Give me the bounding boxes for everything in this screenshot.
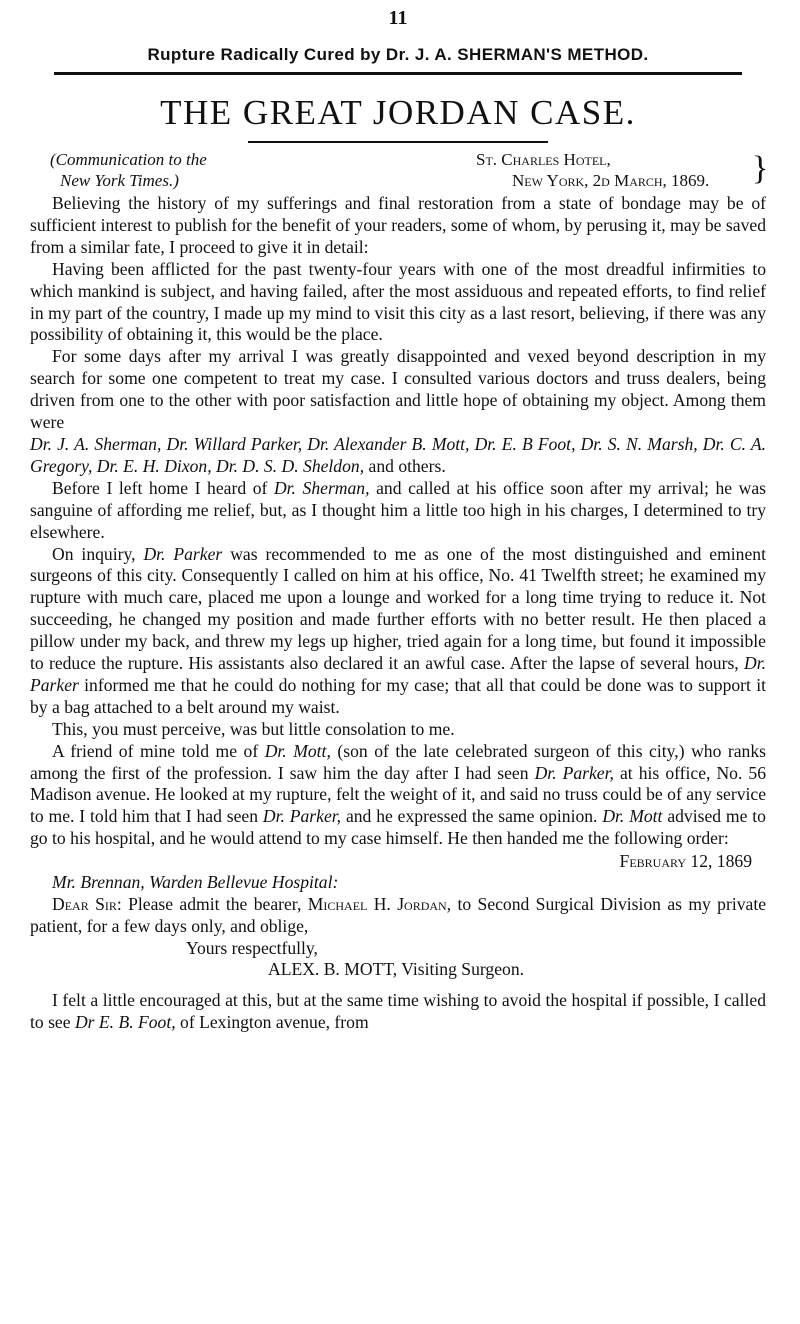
- paragraph-3-tail: and others.: [368, 455, 446, 476]
- page-number: 11: [388, 7, 408, 29]
- paragraph-3: [30, 346, 766, 434]
- paragraph-4-a: Before I left home I heard of: [52, 477, 268, 498]
- paragraph-5: [30, 544, 766, 719]
- final-a: I felt a little encouraged at this, but at the same time wishing to avoid the hospital if possible, I called to see: [30, 989, 766, 1032]
- doctor-name: Dr E. B. Foot,: [74, 1011, 176, 1032]
- order-date: February 12, 1869: [619, 851, 752, 872]
- doctor-name: Dr. Parker: [143, 543, 223, 564]
- source-line-1: (Communication to the: [50, 150, 207, 169]
- paragraph-7-d: and he expressed the same opinion.: [345, 806, 598, 827]
- paragraph-2: Having been afflicted for the past twenty-four years with one of the most dreadful infirmities to which mankind is subject, and having failed, after the most assiduous and repeated efforts, to find relief in my part of the country, I made up my mind to visit this city as a last resort, believing, if there was any possibility of obtaining it, this would be the place.: [30, 258, 766, 345]
- place-line-2: New York, 2d March, 1869.: [512, 171, 710, 190]
- paragraph-7-a: A friend of mine told me of: [52, 740, 259, 761]
- source-attribution: [50, 149, 207, 191]
- paragraph-7-e: advised me to go to his hospital, and he would attend to my case himself. He then handed me the following order:: [30, 806, 766, 849]
- doctor-name: Dr. Parker,: [534, 762, 614, 783]
- patient-name: Michael H. Jordan,: [307, 894, 452, 915]
- dateline: [30, 149, 769, 193]
- doctor-name: Dr. Mott,: [264, 740, 331, 761]
- order-letter: [30, 872, 766, 980]
- paragraph-4: [30, 478, 766, 544]
- final-b: of Lexington avenue, from: [180, 1011, 369, 1032]
- paragraph-5-a: On inquiry,: [52, 543, 136, 564]
- doctor-name: Dr. Parker,: [262, 806, 342, 827]
- final-paragraph: [30, 990, 766, 1034]
- place-date: [476, 149, 709, 191]
- paragraph-5-b: was recommended to me as one of the most distinguished and eminent surgeons of this city. Consequently I called on him at his office, No. 41 Twelfth street; he examined my rupture with much care, placed me upon a lounge and worked for a long time trying to reduce it. Not succeeding, he changed my position and made further efforts with no better result. He then placed a pillow under my back, and threw my legs up higher, tried again for a long time, but found it impossible to reduce the rupture. His assistants also declared it an awful case. After the lapse of several hours,: [30, 543, 766, 674]
- paragraph-7-b: (son of the late celebrated surgeon of this city,) who ranks among the first of the profession. I saw him the day after I had seen: [30, 740, 766, 783]
- paragraph-1: Believing the history of my sufferings and final restoration from a state of bondage may be of sufficient interest to publish for the benefit of your readers, some of whom, by perusing it, may be saved from a similar fate, I proceed to give it in detail:: [30, 193, 766, 257]
- doctor-name: Dr. Mott: [602, 806, 663, 827]
- paragraph-7-c: at his office, No. 56 Madison avenue. He looked at my rupture, felt the weight of it, and said no truss could be of any service to me. I told him that I had seen: [30, 762, 767, 827]
- paragraph-5-c: informed me that he could do nothing for my case; that all that could be done was to support it by a bag attached to a belt around my waist.: [30, 674, 766, 717]
- source-line-2: New York Times.): [60, 171, 179, 190]
- order-signature: ALEX. B. MOTT, Visiting Surgeon.: [268, 958, 525, 979]
- brace-glyph: }: [752, 150, 769, 187]
- title-rule: [248, 141, 548, 143]
- order-closing: Yours respectfully,: [186, 937, 318, 958]
- article-title: THE GREAT JORDAN CASE.: [160, 93, 636, 132]
- header-rule: [54, 72, 742, 75]
- order-body-b: to Second Surgical Division as my private patient, for a few days only, and oblige,: [30, 894, 767, 936]
- paragraph-3-text: For some days after my arrival I was greatly disappointed and vexed beyond description in my search for some one competent to treat my case. I consulted various doctors and truss dealers, being driven from one to the other with poor satisfaction and little hope of obtaining my object. Among them were: [30, 346, 766, 433]
- paragraph-4-b: and called at his office soon after my arrival; he was sanguine of affording me relief, but, as I thought him a little too high in his charges, I determined to try elsewhere.: [30, 477, 766, 542]
- paragraph-3-names: [30, 434, 766, 478]
- paragraph-6: This, you must perceive, was but little consolation to me.: [52, 718, 455, 739]
- doctor-name: Dr. Sherman,: [273, 477, 370, 498]
- place-line-1: St. Charles Hotel,: [476, 150, 611, 169]
- order-body-a: Please admit the bearer,: [128, 894, 302, 915]
- order-addressee: Mr. Brennan, Warden Bellevue Hospital:: [52, 872, 339, 893]
- doctor-names-list: Dr. J. A. Sherman, Dr. Willard Parker, Dr. Alexander B. Mott, Dr. E. B Foot, Dr. S. N. Marsh, Dr. C. A. Gregory, Dr. E. H. Dixon, Dr. D. S. D. Sheldon,: [30, 433, 766, 476]
- order-body: [30, 894, 766, 938]
- order-salutation: Dear Sir:: [52, 894, 122, 915]
- running-head: Rupture Radically Cured by Dr. J. A. SHERMAN'S METHOD.: [147, 45, 649, 64]
- paragraph-7: [30, 741, 766, 851]
- doctor-name: Dr. Parker: [30, 653, 766, 695]
